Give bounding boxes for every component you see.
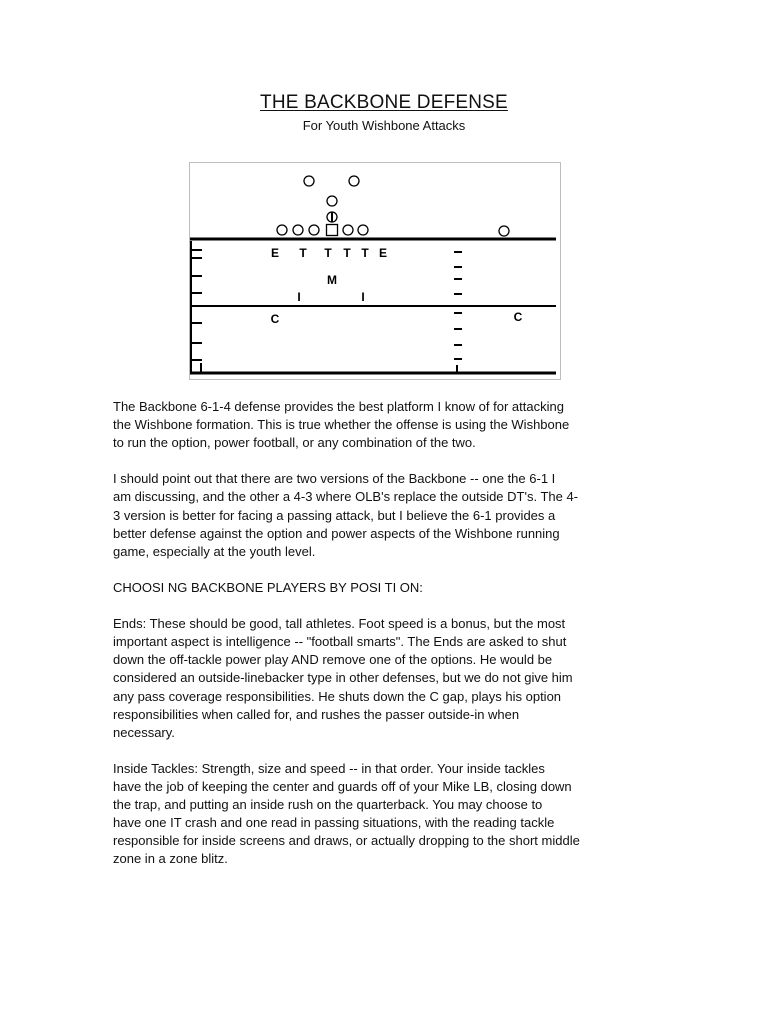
guard-right-marker [343, 225, 353, 235]
text-line: better defense against the option and power aspects of the Wishbone running [113, 525, 560, 541]
formation-diagram [189, 162, 561, 380]
split-end-marker [499, 226, 509, 236]
paragraph-intro [113, 398, 673, 452]
text-line: have one IT crash and one read in passing situations, with the reading tackle [113, 815, 555, 831]
corner-left: C [270, 312, 280, 326]
text-line: responsibilities when called for, and rushes the passer outside-in when [113, 706, 520, 722]
middle-hash-marks [454, 252, 462, 373]
defensive-tackle-4: T [361, 246, 369, 260]
text-line: zone in a zone blitz. [113, 851, 228, 867]
tackle-left-marker [293, 225, 303, 235]
guard-left-marker [309, 225, 319, 235]
text-line: I should point out that there are two versions of the Backbone -- one the 6-1 I [113, 471, 556, 487]
page-subtitle: For Youth Wishbone Attacks [302, 118, 466, 133]
text-line: down the off-tackle power play AND remove one of the options. He would be [113, 652, 553, 668]
section-heading [113, 579, 673, 597]
mike-linebacker: M [327, 273, 337, 287]
text-line: 3 version is better for facing a passing attack, but I believe the 6-1 provides a [113, 507, 556, 523]
center-marker [327, 225, 338, 236]
text-line: necessary. [113, 724, 175, 740]
defensive-end-left: E [270, 246, 280, 260]
text-line: Ends: These should be good, tall athletes. Foot speed is a bonus, but the most [113, 616, 566, 632]
defensive-tackle-3: T [343, 246, 351, 260]
text-line: responsible for inside screens and draws, or actually dropping to the short middle [113, 833, 580, 849]
paragraph-ends [113, 615, 673, 742]
tight-end-left-marker [277, 225, 287, 235]
text-line: to run the option, power football, or any combination of the two. [113, 435, 476, 451]
defensive-end-right: E [378, 246, 388, 260]
text-line: game, especially at the youth level. [113, 543, 316, 559]
formation-diagram-svg [190, 163, 562, 381]
fullback-marker [327, 196, 337, 206]
halfback-left-marker [304, 176, 314, 186]
text-line: The Backbone 6-1-4 defense provides the best platform I know of for attacking [113, 399, 564, 414]
page-title: THE BACKBONE DEFENSE [260, 92, 508, 113]
text-line: the Wishbone formation. This is true whether the offense is using the Wishbone [113, 417, 570, 433]
tackle-right-marker [358, 225, 368, 235]
text-line: Inside Tackles: Strength, size and speed -- in that order. Your inside tackles [113, 760, 545, 776]
article-body [113, 398, 673, 887]
inside-backer-right: I [361, 290, 365, 304]
inside-backer-left: I [297, 290, 301, 304]
text-line: have the job of keeping the center and guards off of your Mike LB, closing down [113, 778, 572, 794]
corner-right: C [513, 310, 523, 324]
text-line: considered an outside-linebacker type in other defenses, but we do not give him [113, 670, 573, 686]
paragraph-inside-tackles [113, 760, 673, 869]
text-line: important aspect is intelligence -- "football smarts". The Ends are asked to shut [113, 634, 567, 650]
defensive-tackle-1: T [299, 246, 307, 260]
offense-players [277, 176, 509, 236]
text-line: am discussing, and the other a 4-3 where OLB's replace the outside DT's. The 4- [113, 489, 579, 505]
paragraph-versions [113, 470, 673, 560]
text-line: any pass coverage responsibilities. He shuts down the C gap, plays his option [113, 688, 562, 704]
text-line: CHOOSI NG BACKBONE PLAYERS BY POSI TI ON: [113, 579, 423, 595]
text-line: the trap, and putting an inside rush on the quarterback. You may choose to [113, 797, 543, 813]
defensive-tackle-2: T [324, 246, 332, 260]
halfback-right-marker [349, 176, 359, 186]
